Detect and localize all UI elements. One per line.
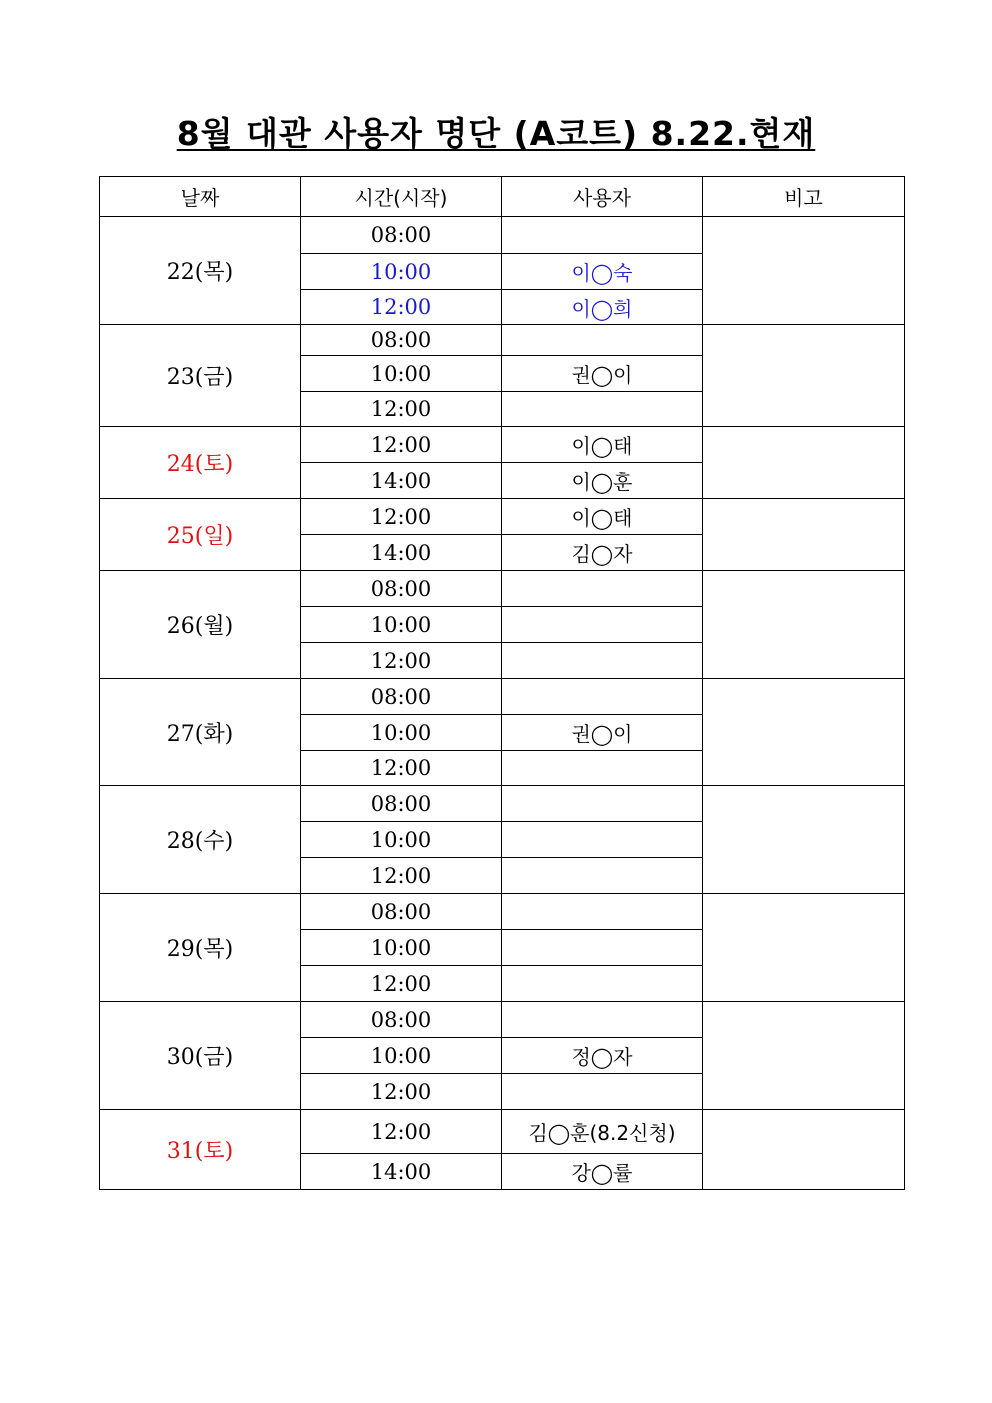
note-cell [703,325,905,427]
user-cell [502,930,703,966]
header-time: 시간(시작) [301,177,502,217]
table-row [100,679,905,715]
time-cell: 10:00 [301,607,502,643]
table-row [100,1002,905,1038]
note-cell [703,1002,905,1110]
date-cell: 31(토) [100,1110,301,1190]
user-cell: 이◯숙 [502,254,703,290]
note-cell [703,571,905,679]
date-cell: 23(금) [100,325,301,427]
table-row [100,499,905,535]
user-cell: 김◯자 [502,535,703,571]
user-cell [502,751,703,786]
time-cell: 08:00 [301,679,502,715]
time-cell: 12:00 [301,643,502,679]
user-cell [502,217,703,254]
time-cell: 12:00 [301,1110,502,1154]
page-title [0,112,992,156]
time-cell: 08:00 [301,571,502,607]
user-cell [502,679,703,715]
user-cell [502,1002,703,1038]
header-row [100,177,905,217]
user-cell [502,392,703,427]
time-cell: 10:00 [301,254,502,290]
time-cell: 12:00 [301,392,502,427]
user-cell: 권◯이 [502,356,703,392]
date-cell: 26(월) [100,571,301,679]
time-cell: 08:00 [301,217,502,254]
time-cell: 10:00 [301,715,502,751]
note-cell [703,427,905,499]
time-cell: 12:00 [301,1074,502,1110]
user-cell: 이◯훈 [502,463,703,499]
table-row [100,427,905,463]
time-cell: 10:00 [301,356,502,392]
note-cell [703,499,905,571]
date-cell: 29(목) [100,894,301,1002]
date-cell: 25(일) [100,499,301,571]
time-cell: 10:00 [301,822,502,858]
note-cell [703,786,905,894]
user-cell [502,966,703,1002]
table-row [100,217,905,254]
user-cell [502,1074,703,1110]
table-row [100,1110,905,1154]
header-date: 날짜 [100,177,301,217]
table-row [100,894,905,930]
note-cell [703,894,905,1002]
time-cell: 08:00 [301,786,502,822]
time-cell: 14:00 [301,1154,502,1190]
date-cell: 24(토) [100,427,301,499]
header-user: 사용자 [502,177,703,217]
user-cell: 권◯이 [502,715,703,751]
note-cell [703,217,905,325]
time-cell: 08:00 [301,325,502,356]
user-cell [502,643,703,679]
time-cell: 14:00 [301,463,502,499]
date-cell: 30(금) [100,1002,301,1110]
user-cell: 강◯률 [502,1154,703,1190]
user-cell [502,325,703,356]
time-cell: 12:00 [301,290,502,325]
table-row [100,571,905,607]
user-cell: 정◯자 [502,1038,703,1074]
user-cell [502,858,703,894]
time-cell: 12:00 [301,966,502,1002]
user-cell: 이◯태 [502,499,703,535]
date-cell: 27(화) [100,679,301,786]
time-cell: 12:00 [301,499,502,535]
user-cell [502,607,703,643]
user-cell: 이◯희 [502,290,703,325]
date-cell: 22(목) [100,217,301,325]
time-cell: 10:00 [301,930,502,966]
time-cell: 12:00 [301,427,502,463]
schedule-table [99,176,905,1190]
note-cell [703,679,905,786]
user-cell: 이◯태 [502,427,703,463]
user-cell [502,786,703,822]
time-cell: 08:00 [301,894,502,930]
time-cell: 12:00 [301,858,502,894]
time-cell: 10:00 [301,1038,502,1074]
title-text: 8월 대관 사용자 명단 (A코트) 8.22.현재 [176,114,816,153]
table-row [100,325,905,356]
user-cell [502,571,703,607]
note-cell [703,1110,905,1190]
time-cell: 14:00 [301,535,502,571]
date-cell: 28(수) [100,786,301,894]
user-cell [502,894,703,930]
time-cell: 08:00 [301,1002,502,1038]
header-note: 비고 [703,177,905,217]
user-cell [502,822,703,858]
user-cell: 김◯훈(8.2신청) [502,1110,703,1154]
table-row [100,786,905,822]
time-cell: 12:00 [301,751,502,786]
